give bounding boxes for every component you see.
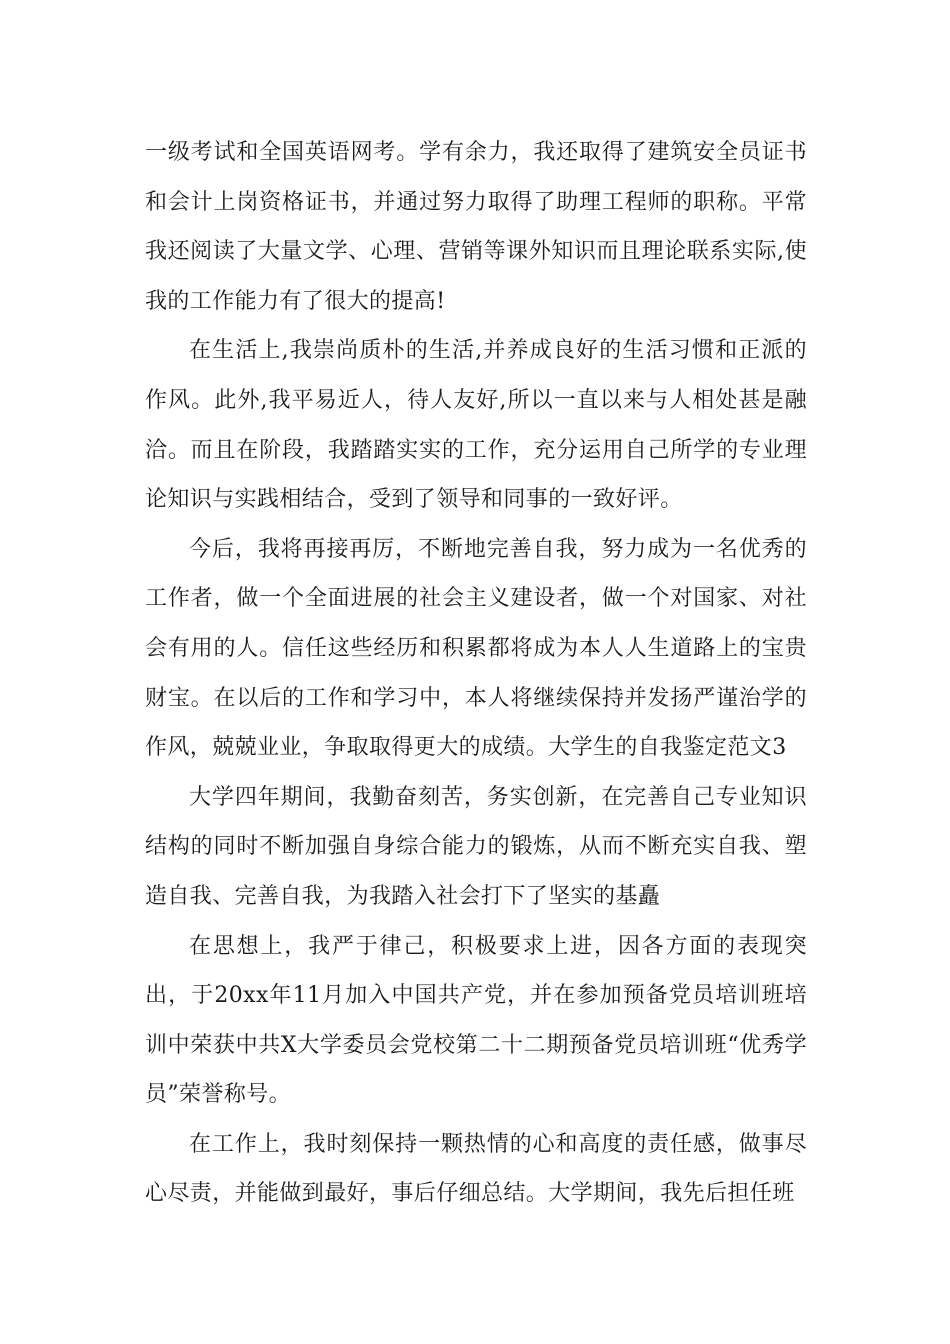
document-body <box>145 128 807 1219</box>
paragraph-ideology: 在思想上，我严于律己，积极要求上进，因各方面的表现突出，于20xx年11月加入中国共产党，并在参加预备党员培训班培训中荣获中共X大学委员会党校第二十二期预备党员培训班“优秀学员”荣誉称号。 <box>145 933 807 1108</box>
paragraph-study-certificates: 一级考试和全国英语网考。学有余力，我还取得了建筑安全员证书和会计上岗资格证书，并通过努力取得了助理工程师的职称。平常我还阅读了大量文学、心理、营销等课外知识而且理论联系实际,使我的工作能力有了很大的提高! <box>145 140 807 314</box>
paragraph-work: 在工作上，我时刻保持一颗热情的心和高度的责任感，做事尽心尽责，并能做到最好，事后仔细总结。大学期间，我先后担任班 <box>145 1131 807 1207</box>
paragraph-future: 今后，我将再接再厉，不断地完善自我，努力成为一名优秀的工作者，做一个全面进展的社会主义建设者，做一个对国家、对社会有用的人。信任这些经历和积累都将成为本人人生道路上的宝贵财宝。在以后的工作和学习中，本人将继续保持并发扬严谨治学的作风，兢兢业业，争取取得更大的成绩。大学生的自我鉴定范文3 <box>145 536 807 761</box>
paragraph-life: 在生活上,我崇尚质朴的生活,并养成良好的生活习惯和正派的作风。此外,我平易近人，待人友好,所以一直以来与人相处甚是融洽。而且在阶段，我踏踏实实的工作，充分运用自己所学的专业理论知识与实践相结合，受到了领导和同事的一致好评。 <box>145 338 807 513</box>
paragraph-four-years: 大学四年期间，我勤奋刻苦，务实创新，在完善自己专业知识结构的同时不断加强自身综合能力的锻炼，从而不断充实自我、塑造自我、完善自我，为我踏入社会打下了坚实的基矗 <box>145 784 807 909</box>
